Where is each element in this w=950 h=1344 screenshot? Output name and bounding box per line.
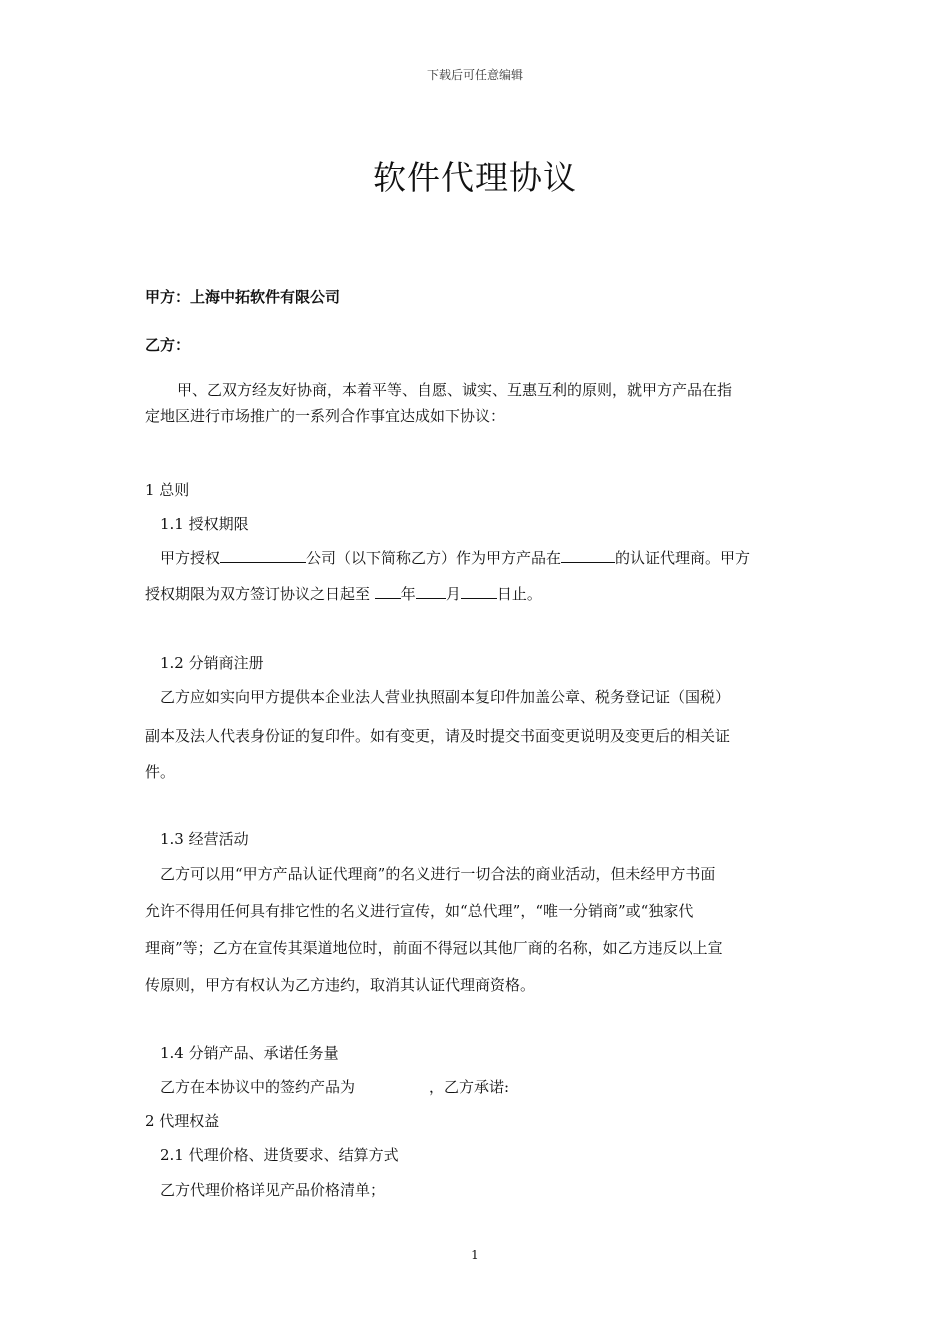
blank-year xyxy=(375,584,401,599)
section-1-3-line-4: 传原则，甲方有权认为乙方违约，取消其认证代理商资格。 xyxy=(145,976,536,994)
blank-region xyxy=(561,548,615,563)
page-header: 下载后可任意编辑 xyxy=(426,68,523,82)
text-segment: 日止。 xyxy=(496,585,542,603)
document-title: 软件代理协议 xyxy=(373,158,577,197)
section-2-heading: 2 代理权益 xyxy=(145,1112,220,1130)
section-2-1-heading: 2.1 代理价格、进货要求、结算方式 xyxy=(160,1146,399,1164)
section-1-4-line-1 xyxy=(160,1077,509,1097)
text-segment: 月 xyxy=(445,585,461,603)
blank-company xyxy=(220,548,306,563)
section-2-1-line-1: 乙方代理价格详见产品价格清单； xyxy=(160,1181,386,1199)
blank-month xyxy=(416,584,446,599)
text-segment: 年 xyxy=(400,585,416,603)
section-1-1-line-2 xyxy=(145,584,542,604)
section-1-3-line-1: 乙方可以用“甲方产品认证代理商”的名义进行一切合法的商业活动，但未经甲方书面 xyxy=(160,865,716,883)
text-segment: 授权期限为双方签订协议之日起至 xyxy=(145,585,371,603)
section-1-1-heading: 1.1 授权期限 xyxy=(160,515,249,533)
text-segment: 公司（以下简称乙方）作为甲方产品在 xyxy=(306,549,562,567)
intro-line-2: 定地区进行市场推广的一系列合作事宜达成如下协议： xyxy=(145,407,506,425)
intro-line-1: 甲、乙双方经友好协商，本着平等、自愿、诚实、互惠互利的原则，就甲方产品在指 xyxy=(177,381,733,399)
section-1-3-line-3: 理商”等；乙方在宣传其渠道地位时，前面不得冠以其他厂商的名称，如乙方违反以上宣 xyxy=(145,939,723,957)
section-1-2-line-2: 副本及法人代表身份证的复印件。如有变更，请及时提交书面变更说明及变更后的相关证 xyxy=(145,727,731,745)
text-segment: 甲方授权 xyxy=(160,549,221,567)
section-1-3-heading: 1.3 经营活动 xyxy=(160,830,249,848)
section-1-2-line-3: 件。 xyxy=(145,763,176,781)
section-1-3-line-2: 允许不得用任何具有排它性的名义进行宣传，如“总代理”，“唯一分销商”或“独家代 xyxy=(145,902,694,920)
text-segment: 的认证代理商。甲方 xyxy=(615,549,751,567)
section-1-2-heading: 1.2 分销商注册 xyxy=(160,654,264,672)
party-b: 乙方： xyxy=(145,336,191,354)
page-number: 1 xyxy=(471,1248,479,1262)
section-1-2-line-1: 乙方应如实向甲方提供本企业法人营业执照副本复印件加盖公章、税务登记证（国税） xyxy=(160,688,731,706)
text-segment: 乙方在本协议中的签约产品为 xyxy=(160,1078,356,1096)
party-a: 甲方：上海中拓软件有限公司 xyxy=(145,288,341,306)
section-1-1-line-1 xyxy=(160,548,750,568)
section-1-4-heading: 1.4 分销产品、承诺任务量 xyxy=(160,1044,339,1062)
text-segment: ，乙方承诺: xyxy=(429,1078,510,1096)
blank-day xyxy=(461,584,497,599)
section-1-heading: 1 总则 xyxy=(145,481,190,499)
